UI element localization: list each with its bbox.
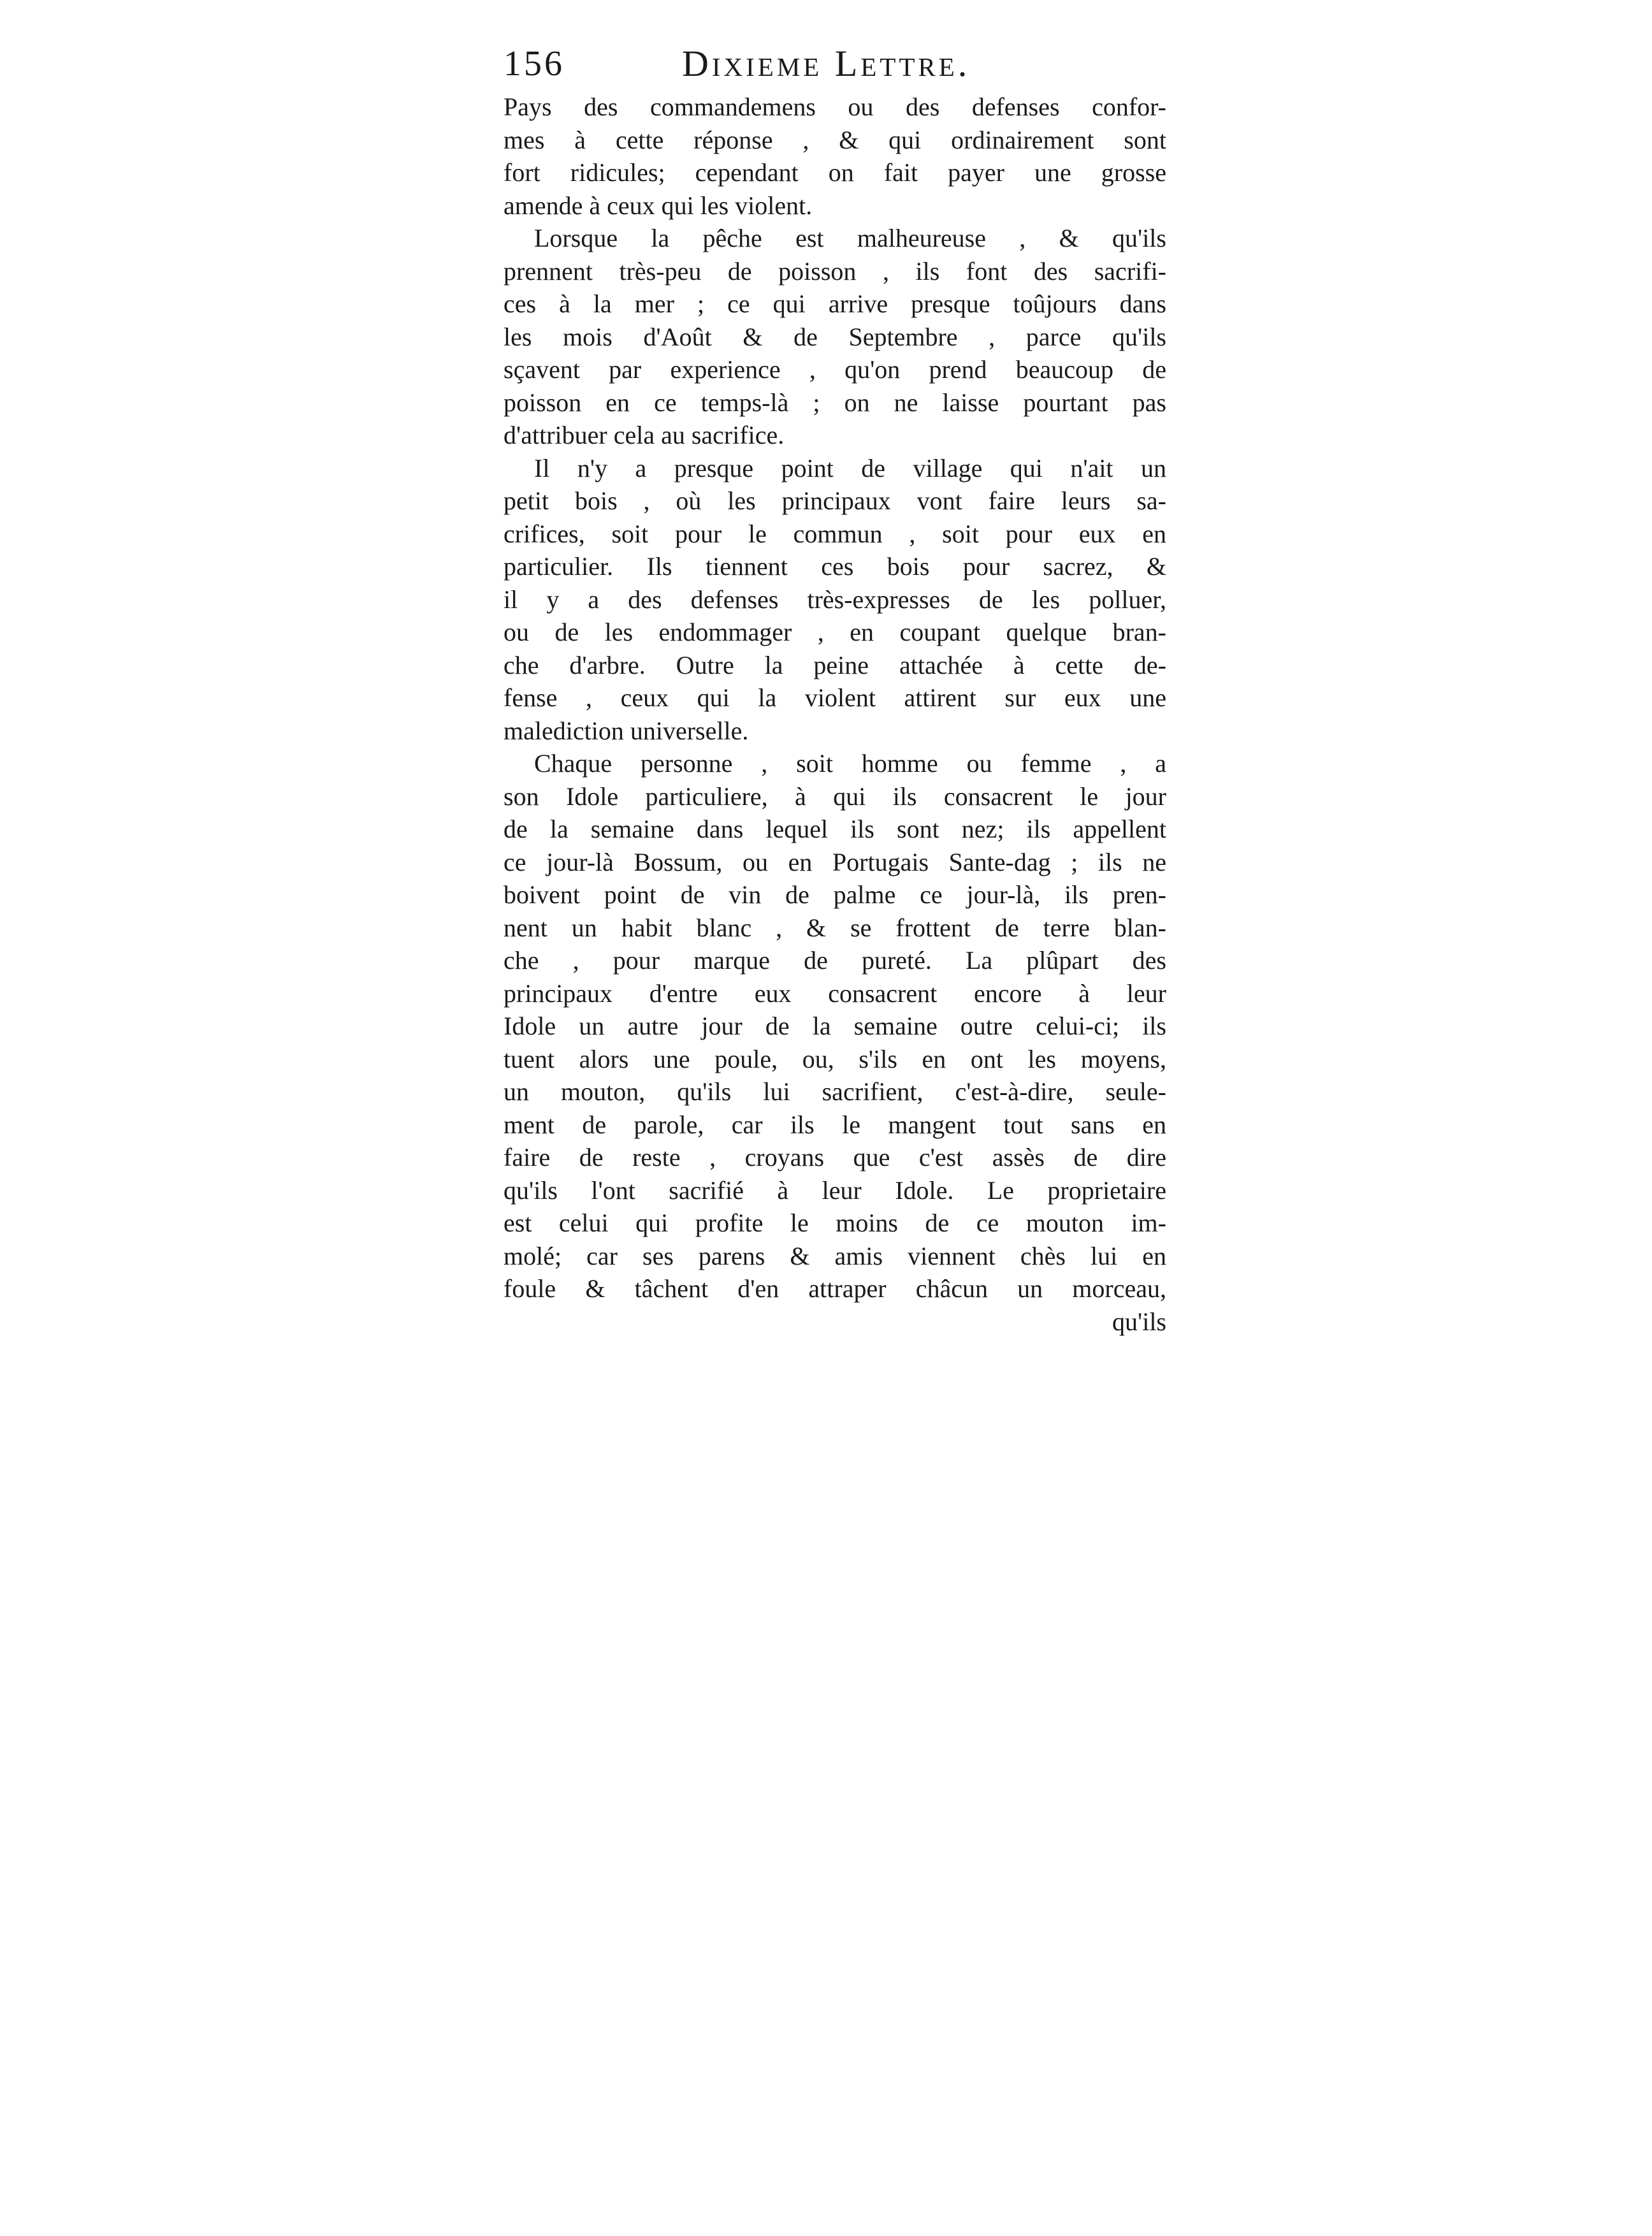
text-line: che , pour marque de pureté. La plûpart des — [504, 946, 1166, 975]
text-line: petit bois , où les principaux vont faire leurs sa- — [504, 486, 1166, 515]
text-line: tuent alors une poule, ou, s'ils en ont les moyens, — [504, 1044, 1166, 1073]
text-line: poisson en ce temps-là ; on ne laisse pourtant pas — [504, 388, 1166, 417]
running-title: Dixieme Lettre. — [682, 43, 971, 84]
text-line: qu'ils l'ont sacrifié à leur Idole. Le proprietaire — [504, 1175, 1166, 1205]
body-text — [504, 91, 1166, 1305]
text-line: malediction universelle. — [504, 716, 749, 745]
text-line: crifices, soit pour le commun , soit pour eux en — [504, 519, 1166, 548]
text-line: Idole un autre jour de la semaine outre celui-ci; ils — [504, 1012, 1166, 1040]
text-line: foule & tâchent d'en attraper châcun un morceau, — [504, 1274, 1166, 1303]
text-line: est celui qui profite le moins de ce mouton im- — [504, 1209, 1166, 1237]
text-line: mes à cette réponse , & qui ordinairement sont — [504, 125, 1166, 154]
text-line: fense , ceux qui la violent attirent sur eux une — [504, 683, 1166, 712]
text-line: un mouton, qu'ils lui sacrifient, c'est-à-dire, seule- — [504, 1077, 1166, 1106]
text-line: d'attribuer cela au sacrifice. — [504, 421, 785, 449]
text-line: particulier. Ils tiennent ces bois pour sacrez, & — [504, 552, 1166, 581]
page-number: 156 — [504, 44, 565, 83]
text-line: faire de reste , croyans que c'est assès de dire — [504, 1143, 1166, 1172]
text-line: son Idole particuliere, à qui ils consacrent le jour — [504, 781, 1166, 811]
text-line: molé; car ses parens & amis viennent chès lui en — [504, 1241, 1166, 1270]
text-line: Il n'y a presque point de village qui n'ait un — [534, 453, 1166, 483]
catchword: qu'ils — [1112, 1307, 1166, 1336]
text-line: Pays des commandemens ou des defenses confor- — [504, 92, 1166, 121]
paragraph — [504, 91, 1166, 222]
paragraph — [504, 222, 1166, 452]
text-line: boivent point de vin de palme ce jour-là, ils pren- — [504, 880, 1166, 909]
text-line: ou de les endommager , en coupant quelque bran- — [504, 618, 1166, 646]
text-line: che d'arbre. Outre la peine attachée à cette de- — [504, 650, 1166, 679]
text-line: ces à la mer ; ce qui arrive presque toûjours dans — [504, 289, 1166, 318]
text-line: ment de parole, car ils le mangent tout sans en — [504, 1110, 1166, 1139]
text-line: les mois d'Août & de Septembre , parce qu'ils — [504, 322, 1166, 351]
text-line: nent un habit blanc , & se frottent de terre blan- — [504, 913, 1166, 942]
text-line: ce jour-là Bossum, ou en Portugais Sante-dag ; ils ne — [504, 847, 1166, 876]
page-header — [504, 38, 1166, 89]
paragraph — [504, 452, 1166, 748]
text-line: principaux d'entre eux consacrent encore à leur — [504, 978, 1166, 1008]
text-line: amende à ceux qui les violent. — [504, 191, 813, 220]
text-line: de la semaine dans lequel ils sont nez; ils appellent — [504, 815, 1166, 843]
paragraph — [504, 747, 1166, 1305]
text-line: Lorsque la pêche est malheureuse , & qu'ils — [534, 224, 1166, 252]
text-line: sçavent par experience , qu'on prend beaucoup de — [504, 355, 1166, 384]
book-page — [504, 38, 1166, 1339]
text-line: fort ridicules; cependant on fait payer une grosse — [504, 158, 1166, 187]
text-line: il y a des defenses très-expresses de les polluer, — [504, 584, 1166, 614]
text-line: prennent très-peu de poisson , ils font des sacrifi- — [504, 256, 1166, 286]
text-line: Chaque personne , soit homme ou femme , a — [534, 749, 1166, 778]
